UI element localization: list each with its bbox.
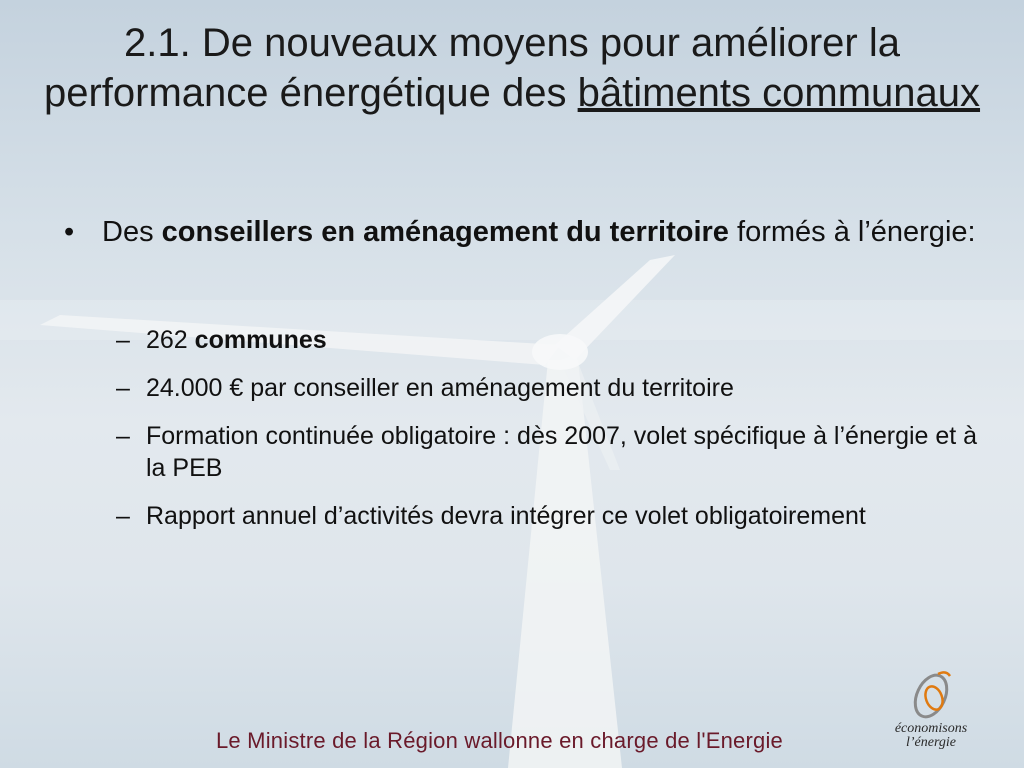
slide-content [60, 212, 990, 548]
sub-list [60, 324, 990, 532]
sub-item [116, 324, 990, 356]
slide-title [40, 18, 984, 118]
title-text: 2.1. De nouveaux moyens pour améliorer la performance énergétique des [43, 21, 900, 115]
logo-line1: économisons [894, 721, 968, 736]
logo-text [876, 722, 986, 750]
sub-item [116, 500, 990, 532]
sub-item-text: Formation continuée obligatoire : dès 2007, volet spécifique à l’énergie et à la PEB [146, 422, 978, 482]
bullet-marker: • [64, 216, 75, 248]
logo-line2: l’énergie [905, 735, 956, 750]
footer-ministry-text: Le Ministre de la Région wallonne en charge de l'Energie [216, 728, 783, 753]
bullet-bold-text: conseillers en aménagement du territoire [161, 216, 729, 248]
bullet-prefix: Des [102, 216, 162, 248]
sub-item [116, 372, 990, 404]
dash-marker: – [116, 326, 130, 354]
main-bullet [60, 212, 990, 252]
dash-marker: – [116, 502, 130, 530]
sub-item [116, 420, 990, 484]
bullet-suffix: formés à l’énergie: [728, 216, 976, 248]
dash-marker: – [116, 422, 130, 450]
dash-marker: – [116, 374, 130, 402]
sub-item-bold: communes [194, 326, 327, 354]
sub-item-text: 24.000 € par conseiller en aménagement du territoire [146, 374, 734, 402]
title-underlined-text: bâtiments communaux [577, 71, 981, 115]
sub-item-text: 262 [146, 326, 195, 354]
sub-item-text: Rapport annuel d’activités devra intégrer ce volet obligatoirement [146, 502, 866, 530]
